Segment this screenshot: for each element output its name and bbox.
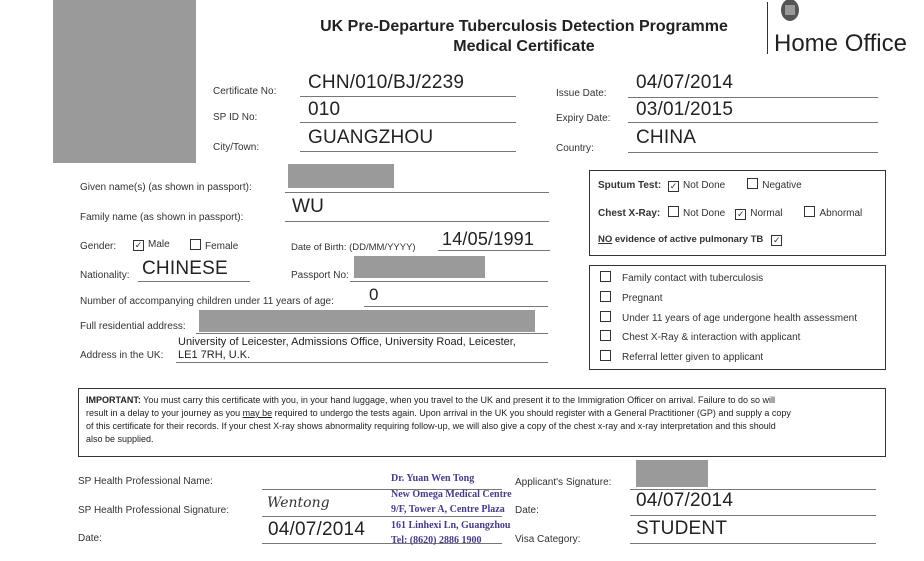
visa-category-label: Visa Category: (515, 534, 581, 545)
important-line-1: You must carry this certificate with you, in your hand luggage, when you travel to the UK and present it to the Immigration Officer on arrival. Failure to do so will (140, 395, 775, 405)
sputum-not-done-label: Not Done (683, 180, 726, 191)
uk-address-label: Address in the UK: (80, 350, 164, 361)
family-name-value: WU (292, 196, 325, 217)
xray-abnormal-checkbox[interactable] (804, 206, 815, 217)
important-line-2b: required to undergo the tests again. Upon arrival in the UK you should register with a General Practitioner (GP) and supply a copy (272, 408, 791, 418)
page-title (290, 17, 758, 57)
uk-address-value (178, 336, 516, 362)
xray-abnormal-label: Abnormal (819, 208, 863, 219)
title-line-1: UK Pre-Departure Tuberculosis Detection Programme (320, 18, 728, 35)
crest-icon (776, 0, 804, 24)
residential-address-label: Full residential address: (80, 321, 186, 332)
important-line-3: of this certificate for their records. If your chest X-ray shows abnormality requiring follow-up, we will also give a copy of the chest x-ray and x-ray interpretation and this should (86, 421, 776, 431)
children-label: Number of accompanying children under 11 years of age: (80, 296, 334, 307)
option-label: Chest X-Ray & interaction with applicant (622, 332, 801, 344)
certificate-no-label: Certificate No: (213, 86, 277, 97)
brand-text: Home Office (774, 30, 907, 57)
gender-male-option[interactable] (133, 239, 170, 251)
sp-id-label: SP ID No: (213, 112, 258, 123)
option-checkbox[interactable] (600, 330, 611, 341)
option-item[interactable] (600, 350, 857, 370)
option-checkbox[interactable] (600, 311, 611, 322)
nationality-label: Nationality: (80, 270, 130, 281)
sp-name-label: SP Health Professional Name: (78, 476, 213, 487)
expiry-date-value: 03/01/2015 (636, 99, 734, 120)
option-label: Under 11 years of age undergone health assessment (622, 312, 857, 324)
important-line-2a: result in a delay to your journey as you (86, 408, 243, 418)
gender-female-label: Female (205, 241, 239, 252)
city-label: City/Town: (213, 142, 260, 153)
sputum-not-done-checkbox[interactable]: ✓ (669, 181, 678, 191)
applicant-signature-label: Applicant's Signature: (515, 477, 612, 488)
important-line-4: also be supplied. (86, 434, 154, 444)
home-office-logo (764, 0, 924, 58)
important-line-2u: may be (242, 408, 273, 418)
no-evidence-row (598, 234, 786, 246)
no-evidence-text: evidence of active pulmonary TB (614, 234, 764, 245)
options-list (600, 271, 857, 370)
sputum-test-row (598, 178, 802, 192)
uk-address-line-2: LE1 7RH, U.K. (178, 349, 251, 361)
children-value: 0 (369, 285, 379, 304)
family-name-label: Family name (as shown in passport): (80, 212, 244, 223)
uk-address-line-1: University of Leicester, Admissions Office, University Road, Leicester, (178, 336, 516, 348)
option-checkbox[interactable] (600, 271, 611, 282)
stamp-line-5: Tel: (8620) 2886 1900 (391, 535, 482, 546)
option-item[interactable] (600, 291, 857, 311)
sp-date-value: 04/07/2014 (268, 519, 366, 540)
visa-category-value: STUDENT (636, 518, 728, 539)
sp-id-value: 010 (308, 99, 341, 120)
country-value: CHINA (636, 127, 697, 148)
xray-normal-checkbox[interactable]: ✓ (736, 209, 745, 219)
applicant-signature-redacted (636, 460, 708, 487)
residential-address-redacted (199, 310, 535, 332)
passport-redacted (354, 256, 485, 278)
doctor-stamp (391, 471, 512, 549)
dob-label: Date of Birth: (DD/MM/YYYY) (291, 242, 416, 253)
stamp-line-1: Dr. Yuan Wen Tong (391, 473, 475, 484)
no-evidence-no: NO (598, 234, 613, 245)
option-label: Referral letter given to applicant (622, 352, 764, 364)
stamp-line-2: New Omega Medical Centre (391, 488, 512, 500)
issue-date-value: 04/07/2014 (636, 72, 734, 93)
given-name-redacted (288, 164, 394, 188)
gender-female-option[interactable] (190, 239, 238, 252)
stamp-line-4: 161 Linhexi Ln, Guangzhou (391, 519, 511, 531)
photo-redacted (53, 0, 196, 163)
title-line-2: Medical Certificate (453, 38, 595, 55)
sp-signature-label: SP Health Professional Signature: (78, 505, 230, 516)
option-item[interactable] (600, 271, 857, 291)
expiry-date-label: Expiry Date: (556, 113, 611, 124)
important-notice-text (86, 394, 882, 446)
chest-xray-row (598, 206, 862, 220)
no-evidence-checkbox[interactable]: ✓ (772, 235, 781, 245)
stamp-line-3: 9/F, Tower A, Centre Plaza (391, 504, 505, 515)
important-heading: IMPORTANT: (86, 395, 141, 405)
chest-xray-label: Chest X-Ray: (598, 208, 661, 219)
option-item[interactable] (600, 330, 857, 350)
date2-label: Date: (515, 505, 539, 516)
gender-female-checkbox[interactable] (190, 239, 201, 250)
option-label: Pregnant (622, 292, 663, 304)
date2-value: 04/07/2014 (636, 490, 734, 511)
xray-not-done-checkbox[interactable] (668, 206, 679, 217)
issue-date-label: Issue Date: (556, 88, 607, 99)
sputum-negative-label: Negative (762, 180, 802, 191)
nationality-value: CHINESE (142, 258, 228, 279)
option-checkbox[interactable] (600, 350, 611, 361)
country-label: Country: (556, 143, 594, 154)
gender-male-label: Male (148, 239, 170, 250)
given-name-label: Given name(s) (as shown in passport): (80, 182, 252, 193)
city-value: GUANGZHOU (308, 127, 434, 148)
option-label: Family contact with tuberculosis (622, 273, 764, 284)
sp-date-label: Date: (78, 533, 102, 544)
option-item[interactable] (600, 311, 857, 331)
gender-male-checkbox[interactable]: ✓ (134, 240, 143, 250)
option-checkbox[interactable] (600, 291, 611, 302)
sputum-label: Sputum Test: (598, 180, 662, 191)
xray-normal-label: Normal (750, 208, 783, 219)
dob-value: 14/05/1991 (442, 229, 535, 249)
passport-label: Passport No: (291, 270, 349, 281)
sp-signature: Wentong (267, 495, 330, 511)
certificate-no-value: CHN/010/BJ/2239 (308, 72, 465, 93)
gender-label: Gender: (80, 241, 117, 252)
xray-not-done-label: Not Done (683, 208, 726, 219)
sputum-negative-checkbox[interactable] (747, 178, 758, 189)
